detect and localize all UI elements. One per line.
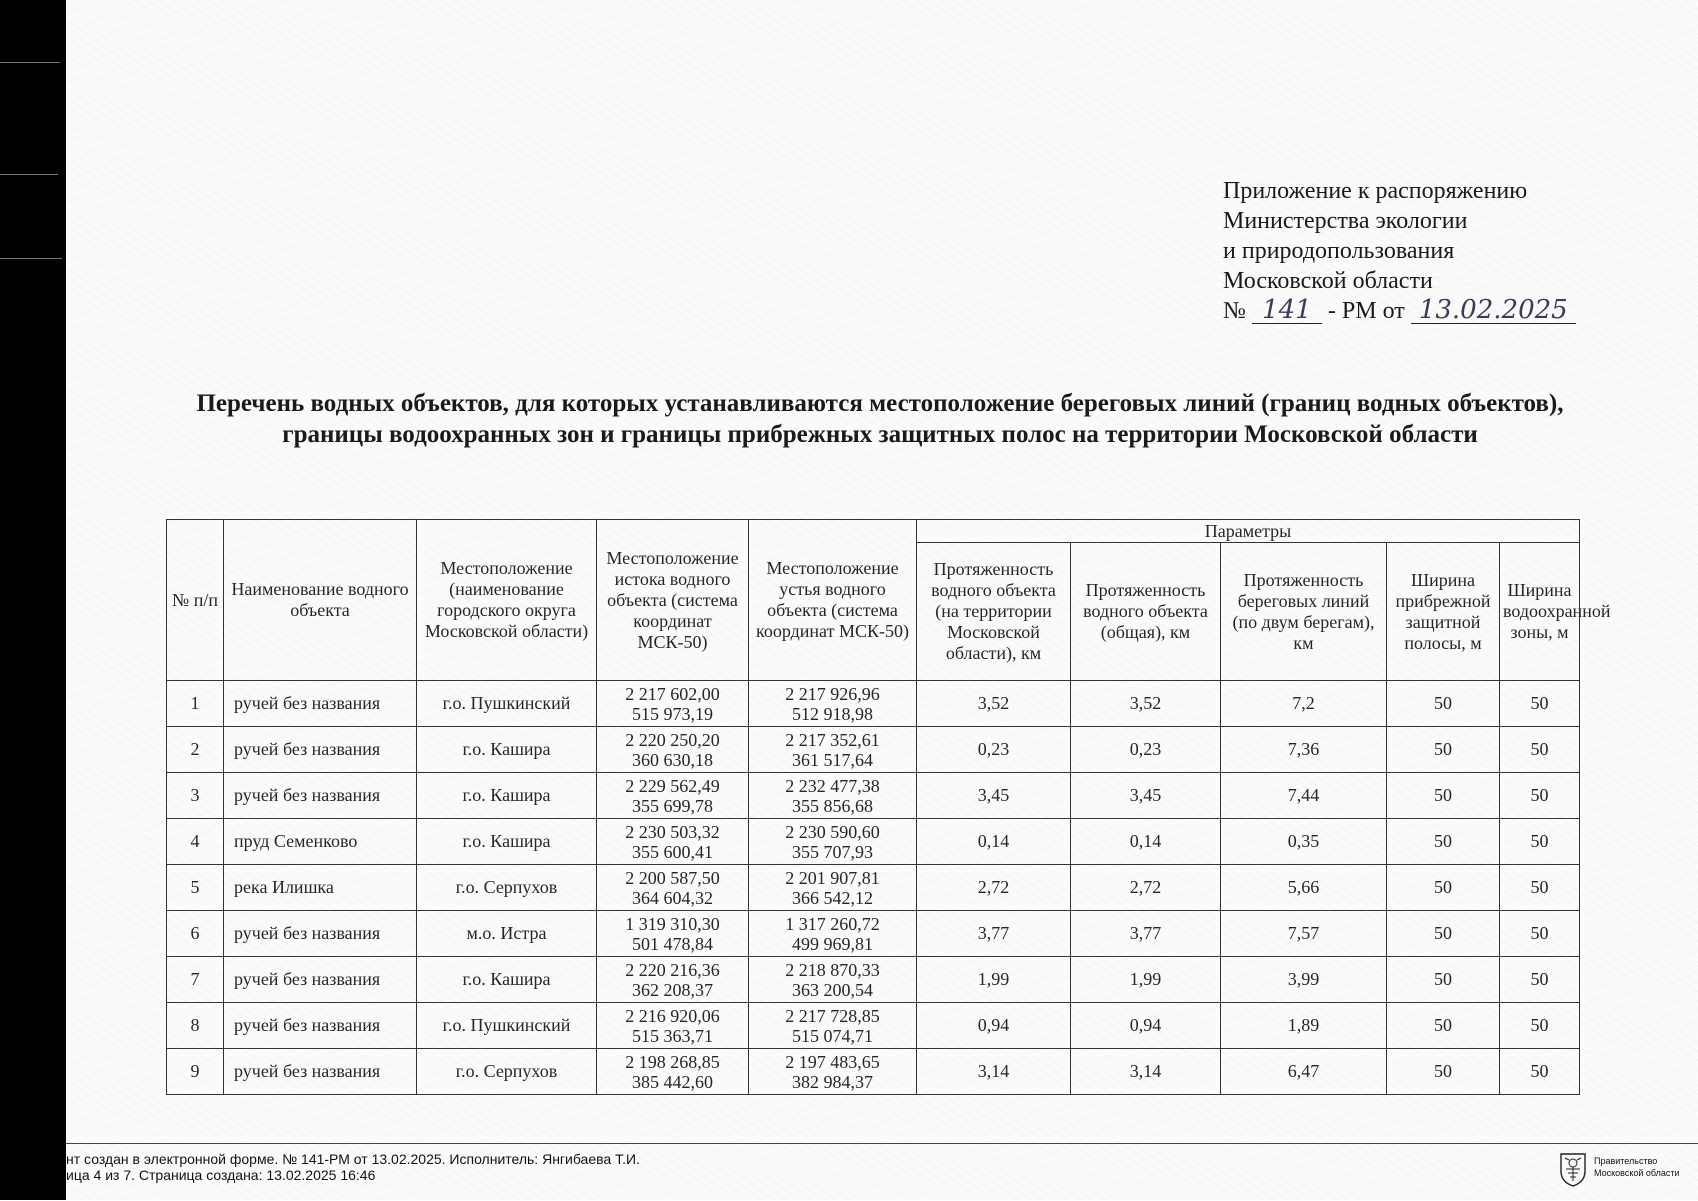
cell-shore-len (1221, 1003, 1387, 1049)
cell-len-region-value: 3,52 (977, 693, 1010, 713)
cell-coastal-width-value: 50 (1434, 739, 1452, 759)
table-row (167, 1003, 1580, 1049)
cell-protect-width-value: 50 (1530, 693, 1549, 713)
cell-name (224, 911, 417, 957)
cell-source-value: 515 973,19 (632, 703, 713, 724)
cell-len-total-value: 3,14 (1129, 1061, 1162, 1081)
order-reference (1223, 296, 1643, 326)
cell-source-value: 362 208,37 (632, 979, 713, 1000)
cell-shore-len-value: 7,44 (1287, 785, 1320, 805)
cell-num-value: 2 (190, 739, 200, 759)
cell-mouth (749, 819, 917, 865)
cell-num-value: 4 (190, 831, 200, 851)
cell-source (597, 911, 749, 957)
cell-protect-width-value: 50 (1530, 785, 1549, 805)
cell-location-value: г.о. Кашира (462, 785, 551, 805)
cell-source-value: 385 442,60 (632, 1071, 713, 1092)
cell-protect-width (1500, 911, 1580, 957)
cell-len-region (917, 957, 1071, 1003)
cell-protect-width-value: 50 (1530, 1061, 1549, 1081)
cell-len-total-value: 1,99 (1129, 969, 1162, 989)
cell-mouth-value: 2 197 483,65 (785, 1051, 880, 1072)
cell-shore-len-value: 7,57 (1287, 923, 1320, 943)
cell-num (167, 1049, 224, 1095)
cell-name (224, 819, 417, 865)
cell-num-value: 6 (190, 923, 200, 943)
cell-shore-len-value: 5,66 (1287, 877, 1320, 897)
cell-source-value: 2 220 216,36 (625, 959, 720, 980)
cell-num (167, 681, 224, 727)
cell-len-total (1071, 865, 1221, 911)
cell-coastal-width (1387, 773, 1500, 819)
footer-line: ица 4 из 7. Страница создана: 13.02.2025 16:46 (66, 1167, 376, 1183)
cell-len-region (917, 911, 1071, 957)
cell-len-region-value: 0,23 (977, 739, 1010, 759)
cell-source-value: 2 198 268,85 (625, 1051, 720, 1072)
cell-mouth-value: 2 230 590,60 (785, 821, 880, 842)
coat-of-arms-icon (1558, 1151, 1588, 1187)
cell-mouth-value: 363 200,54 (792, 979, 873, 1000)
cell-mouth-value: 2 217 352,61 (785, 729, 880, 750)
cell-name (224, 727, 417, 773)
cell-mouth-value: 382 984,37 (792, 1071, 873, 1092)
cell-mouth-value: 512 918,98 (792, 703, 873, 724)
cell-source (597, 819, 749, 865)
cell-name-value: ручей без названия (234, 693, 381, 713)
cell-coastal-width-value: 50 (1434, 969, 1452, 989)
cell-location (417, 1049, 597, 1095)
cell-protect-width-value: 50 (1530, 739, 1549, 759)
cell-source-value: 515 363,71 (632, 1025, 713, 1046)
cell-source (597, 957, 749, 1003)
cell-mouth (749, 1003, 917, 1049)
cell-num (167, 727, 224, 773)
cell-protect-width (1500, 957, 1580, 1003)
cell-len-total-value: 0,94 (1129, 1015, 1162, 1035)
cell-mouth-value: 2 217 926,96 (785, 683, 880, 704)
cell-mouth-value: 2 232 477,38 (785, 775, 880, 796)
cell-location-value: г.о. Кашира (462, 739, 551, 759)
cell-protect-width-value: 50 (1530, 1015, 1549, 1035)
cell-name (224, 1049, 417, 1095)
cell-len-total-value: 0,23 (1129, 739, 1162, 759)
cell-coastal-width-value: 50 (1434, 831, 1452, 851)
cell-mouth (749, 773, 917, 819)
cell-mouth-value: 515 074,71 (792, 1025, 873, 1046)
cell-len-region-value: 3,14 (977, 1061, 1010, 1081)
cell-coastal-width (1387, 681, 1500, 727)
cell-name-value: ручей без названия (234, 969, 381, 989)
cell-mouth-value: 499 969,81 (792, 933, 873, 954)
gov-line: Московской области (1594, 1168, 1680, 1178)
cell-mouth (749, 957, 917, 1003)
cell-source (597, 1003, 749, 1049)
cell-num-value: 9 (190, 1061, 200, 1081)
cell-name-value: река Илишка (234, 877, 334, 897)
cell-source-value: 2 217 602,00 (625, 683, 720, 704)
cell-mouth-value: 361 517,64 (792, 749, 873, 770)
table-row (167, 1049, 1580, 1095)
cell-protect-width (1500, 1049, 1580, 1095)
cell-source (597, 681, 749, 727)
table-row (167, 911, 1580, 957)
cell-name-value: пруд Семенково (234, 831, 358, 851)
cell-mouth (749, 727, 917, 773)
footer-text (66, 1151, 640, 1183)
cell-protect-width (1500, 727, 1580, 773)
footer-line: нт создан в электронной форме. № 141-РМ от 13.02.2025. Исполнитель: Янгибаева Т.И. (66, 1151, 640, 1167)
cell-location-value: г.о. Кашира (462, 831, 551, 851)
cell-num-value: 3 (190, 785, 200, 805)
header-num: № п/п (167, 520, 224, 681)
order-type: - РМ от (1327, 298, 1405, 324)
cell-shore-len (1221, 681, 1387, 727)
cell-coastal-width-value: 50 (1434, 923, 1452, 943)
header-source: Местоположение истока водного объекта (система координат МСК-50) (597, 520, 749, 681)
cell-protect-width (1500, 1003, 1580, 1049)
cell-source-value: 2 216 920,06 (625, 1005, 720, 1026)
cell-coastal-width-value: 50 (1434, 693, 1452, 713)
cell-shore-len-value: 3,99 (1287, 969, 1320, 989)
cell-len-region-value: 2,72 (977, 877, 1010, 897)
cell-mouth (749, 911, 917, 957)
appendix-line: Министерства экологии (1223, 208, 1468, 234)
cell-len-total-value: 0,14 (1129, 831, 1162, 851)
cell-source-value: 355 699,78 (632, 795, 713, 816)
cell-coastal-width-value: 50 (1434, 1015, 1452, 1035)
cell-len-region (917, 865, 1071, 911)
cell-coastal-width-value: 50 (1434, 1061, 1452, 1081)
cell-name (224, 1003, 417, 1049)
cell-mouth-value: 355 856,68 (792, 795, 873, 816)
gov-line: Правительство (1594, 1156, 1658, 1166)
cell-shore-len (1221, 819, 1387, 865)
cell-coastal-width-value: 50 (1434, 785, 1452, 805)
cell-name-value: ручей без названия (234, 1061, 381, 1081)
cell-shore-len-value: 0,35 (1287, 831, 1320, 851)
header-protect-width: Ширина водоохранной зоны, м (1500, 543, 1580, 681)
cell-mouth (749, 865, 917, 911)
header-coastal-width: Ширина прибрежной защитной полосы, м (1387, 543, 1500, 681)
cell-shore-len-value: 6,47 (1287, 1061, 1320, 1081)
cell-protect-width-value: 50 (1530, 969, 1549, 989)
table-row (167, 681, 1580, 727)
document-footer (66, 1143, 1698, 1201)
order-date: 13.02.2025 (1411, 297, 1576, 324)
cell-shore-len (1221, 773, 1387, 819)
cell-mouth-value: 2 217 728,85 (785, 1005, 880, 1026)
header-len-total: Протяженность водного объекта (общая), км (1071, 543, 1221, 681)
number-sign: № (1223, 298, 1246, 324)
cell-name-value: ручей без названия (234, 1015, 381, 1035)
cell-len-region-value: 1,99 (977, 969, 1010, 989)
cell-num (167, 1003, 224, 1049)
cell-shore-len-value: 7,36 (1287, 739, 1320, 759)
cell-num-value: 8 (190, 1015, 200, 1035)
cell-location-value: г.о. Серпухов (455, 1061, 558, 1081)
cell-protect-width-value: 50 (1530, 923, 1549, 943)
cell-location (417, 911, 597, 957)
cell-protect-width (1500, 681, 1580, 727)
cell-location (417, 773, 597, 819)
cell-len-total-value: 3,45 (1129, 785, 1162, 805)
cell-len-total (1071, 773, 1221, 819)
cell-shore-len (1221, 911, 1387, 957)
cell-coastal-width (1387, 957, 1500, 1003)
cell-name (224, 681, 417, 727)
cell-mouth-value: 2 218 870,33 (785, 959, 880, 980)
header-name: Наименование водного объекта (224, 520, 417, 681)
cell-num-value: 1 (190, 693, 200, 713)
cell-coastal-width (1387, 1049, 1500, 1095)
cell-source (597, 773, 749, 819)
header-len-region: Протяженность водного объекта (на территории Московской области), км (917, 543, 1071, 681)
cell-source-value: 360 630,18 (632, 749, 713, 770)
cell-len-region (917, 1049, 1071, 1095)
cell-mouth-value: 2 201 907,81 (785, 867, 880, 888)
cell-num-value: 7 (190, 969, 200, 989)
cell-coastal-width-value: 50 (1434, 877, 1452, 897)
cell-shore-len (1221, 1049, 1387, 1095)
order-number: 141 (1252, 297, 1322, 324)
cell-mouth-value: 1 317 260,72 (785, 913, 880, 934)
cell-source-value: 2 200 587,50 (625, 867, 720, 888)
cell-location (417, 1003, 597, 1049)
cell-location-value: г.о. Кашира (462, 969, 551, 989)
cell-shore-len-value: 7,2 (1292, 693, 1315, 713)
cell-len-region-value: 3,77 (977, 923, 1010, 943)
cell-location-value: м.о. Истра (466, 923, 547, 943)
cell-source-value: 355 600,41 (632, 841, 713, 862)
document-title: Перечень водных объектов, для которых устанавливаются местоположение береговых линий (границ водных объектов), границы водоохранных зон и границы прибрежных защитных полос на территории Московской области (196, 390, 1564, 448)
cell-num (167, 911, 224, 957)
cell-len-region (917, 681, 1071, 727)
header-params: Параметры (917, 520, 1580, 543)
cell-name (224, 957, 417, 1003)
cell-len-total (1071, 1049, 1221, 1095)
cell-coastal-width (1387, 1003, 1500, 1049)
table-row (167, 957, 1580, 1003)
cell-mouth (749, 1049, 917, 1095)
cell-len-total (1071, 819, 1221, 865)
cell-source (597, 727, 749, 773)
cell-shore-len (1221, 727, 1387, 773)
appendix-line: Приложение к распоряжению (1223, 178, 1528, 204)
header-mouth: Местоположение устья водного объекта (система координат МСК-50) (749, 520, 917, 681)
cell-len-total (1071, 681, 1221, 727)
cell-mouth-value: 366 542,12 (792, 887, 873, 908)
cell-len-total (1071, 1003, 1221, 1049)
cell-len-total (1071, 957, 1221, 1003)
cell-location (417, 819, 597, 865)
cell-len-total (1071, 727, 1221, 773)
water-objects-table (166, 519, 1611, 1095)
cell-len-total-value: 2,72 (1129, 877, 1162, 897)
cell-source (597, 1049, 749, 1095)
cell-num (167, 957, 224, 1003)
appendix-line: и природопользования (1223, 238, 1455, 264)
cell-len-region-value: 3,45 (977, 785, 1010, 805)
cell-shore-len (1221, 957, 1387, 1003)
cell-source-value: 2 220 250,20 (625, 729, 720, 750)
cell-len-region-value: 0,94 (977, 1015, 1010, 1035)
cell-coastal-width (1387, 727, 1500, 773)
cell-name (224, 865, 417, 911)
cell-mouth (749, 681, 917, 727)
cell-coastal-width (1387, 865, 1500, 911)
cell-len-total-value: 3,52 (1129, 693, 1162, 713)
cell-source-value: 2 230 503,32 (625, 821, 720, 842)
cell-protect-width (1500, 865, 1580, 911)
cell-mouth-value: 355 707,93 (792, 841, 873, 862)
cell-len-region (917, 1003, 1071, 1049)
cell-num (167, 773, 224, 819)
cell-name-value: ручей без названия (234, 739, 381, 759)
cell-len-region-value: 0,14 (977, 831, 1010, 851)
cell-location (417, 727, 597, 773)
cell-location (417, 865, 597, 911)
table-row (167, 819, 1580, 865)
cell-source-value: 1 319 310,30 (625, 913, 720, 934)
cell-len-region (917, 819, 1071, 865)
table-row (167, 727, 1580, 773)
cell-location-value: г.о. Серпухов (455, 877, 558, 897)
scan-dark-edge (0, 0, 66, 1200)
government-label (1594, 1155, 1694, 1179)
cell-num (167, 819, 224, 865)
cell-coastal-width (1387, 819, 1500, 865)
header-location: Местоположение (наименование городского округа Московской области) (417, 520, 597, 681)
cell-source (597, 865, 749, 911)
cell-len-region (917, 727, 1071, 773)
cell-name-value: ручей без названия (234, 785, 381, 805)
cell-shore-len-value: 1,89 (1287, 1015, 1320, 1035)
table-row (167, 865, 1580, 911)
cell-location (417, 681, 597, 727)
cell-source-value: 2 229 562,49 (625, 775, 720, 796)
table-row (167, 773, 1580, 819)
cell-protect-width-value: 50 (1530, 877, 1549, 897)
cell-location (417, 957, 597, 1003)
cell-name-value: ручей без названия (234, 923, 381, 943)
appendix-header (1223, 176, 1643, 326)
cell-coastal-width (1387, 911, 1500, 957)
cell-location-value: г.о. Пушкинский (442, 693, 571, 713)
cell-len-total (1071, 911, 1221, 957)
cell-protect-width-value: 50 (1530, 831, 1549, 851)
cell-num (167, 865, 224, 911)
cell-name (224, 773, 417, 819)
cell-num-value: 5 (190, 877, 200, 897)
cell-len-region (917, 773, 1071, 819)
appendix-line: Московской области (1223, 268, 1433, 294)
cell-protect-width (1500, 819, 1580, 865)
cell-len-total-value: 3,77 (1129, 923, 1162, 943)
cell-source-value: 501 478,84 (632, 933, 713, 954)
cell-protect-width (1500, 773, 1580, 819)
cell-shore-len (1221, 865, 1387, 911)
header-shore-len: Протяженность береговых линий (по двум берегам), км (1221, 543, 1387, 681)
cell-location-value: г.о. Пушкинский (442, 1015, 571, 1035)
cell-source-value: 364 604,32 (632, 887, 713, 908)
